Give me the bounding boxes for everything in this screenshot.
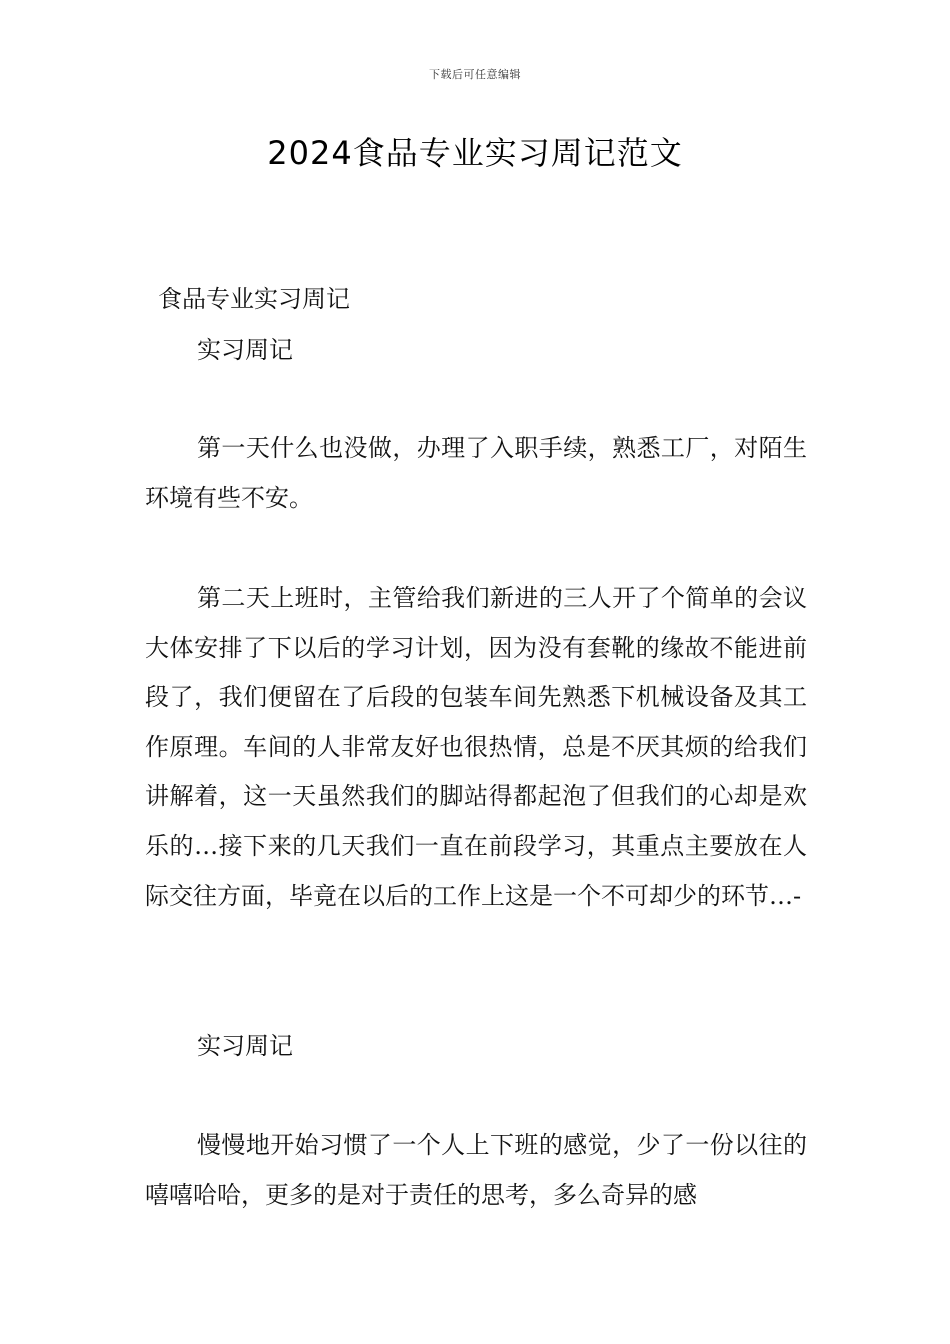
paragraph-day-two: 第二天上班时，主管给我们新进的三人开了个简单的会议大体安排了下以后的学习计划，因为没有套靴的缘故不能进前段了，我们便留在了后段的包装车间先熟悉下机械设备及其工作原理。车间的人非常友好也很热情，总是不厌其烦的给我们讲解着，这一天虽然我们的脚站得都起泡了但我们的心却是欢乐的…接下来的几天我们一直在前段学习，其重点主要放在人际交往方面，毕竟在以后的工作上这是一个不可却少的环节…- bbox=[145, 584, 807, 910]
section-heading-2: 实习周记 bbox=[197, 1032, 293, 1060]
paragraph-week-two: 慢慢地开始习惯了一个人上下班的感觉，少了一份以往的嘻嘻哈哈，更多的是对于责任的思考，多么奇异的感 bbox=[145, 1131, 807, 1209]
paragraph-day-one: 第一天什么也没做，办理了入职手续，熟悉工厂，对陌生环境有些不安。 bbox=[145, 434, 807, 512]
header-note: 下载后可任意编辑 bbox=[429, 68, 521, 81]
document-title: 2024食品专业实习周记范文 bbox=[267, 134, 683, 172]
section-heading-1: 实习周记 bbox=[197, 336, 293, 364]
document-subtitle: 食品专业实习周记 bbox=[158, 285, 350, 313]
